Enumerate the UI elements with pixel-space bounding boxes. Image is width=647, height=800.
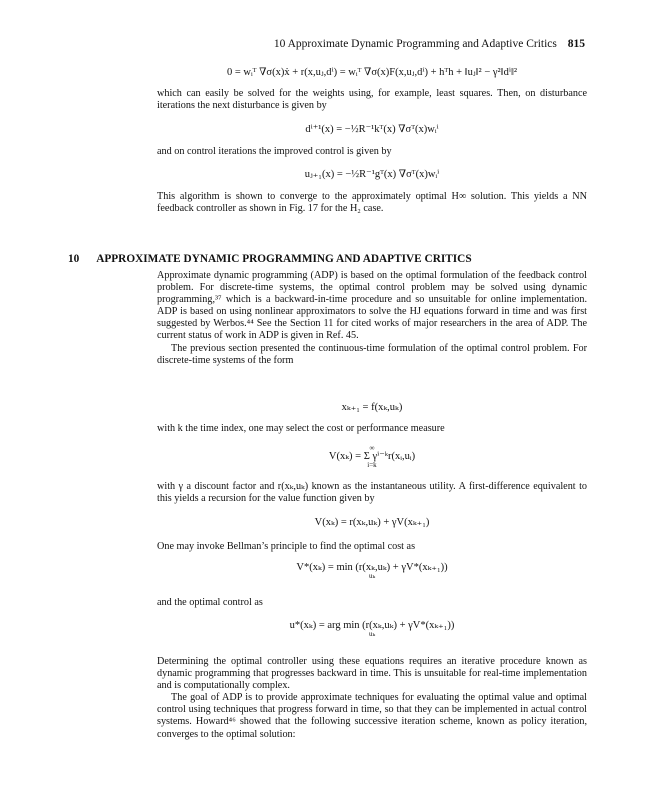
- paragraph-8-text: One may invoke Bellman’s principle to find the optimal cost as: [157, 541, 416, 552]
- paragraph-2-text: and on control iterations the improved control is given by: [157, 146, 392, 157]
- running-title: 10 Approximate Dynamic Programming and Adaptive Critics: [273, 38, 557, 50]
- paragraph-6: [157, 423, 587, 435]
- sum-lower-limit: i=k: [367, 461, 377, 469]
- paragraph-9-text: and the optimal control as: [157, 597, 263, 608]
- section-body-1: [157, 270, 587, 367]
- section-number: 10: [68, 253, 80, 265]
- paragraph-7-text: with γ a discount factor and r(xₖ,uₖ) known as the instantaneous utility. A first-difference equivalent to this yields a recursion for the value function given by: [157, 481, 587, 505]
- paragraph-1: [157, 88, 587, 112]
- equation-6: V(xₖ) = r(xₖ,uₖ) + γV(xₖ₊₁): [314, 517, 430, 528]
- equation-2: dⁱ⁺¹(x) = −½R⁻¹kᵀ(x) ∇σᵀ(x)wᵢⁱ: [305, 124, 439, 135]
- page-number: 815: [567, 38, 585, 50]
- section-body-2: [157, 656, 587, 741]
- paragraph-9: [157, 597, 587, 609]
- section-heading: [68, 253, 472, 265]
- paragraph-10-text: Determining the optimal controller using these equations requires an iterative procedure known as dynamic programming that progresses backward in time. This is unsuitable for real-time implementation and is computationally complex.: [157, 656, 587, 692]
- equation-3: uⱼ₊₁(x) = −½R⁻¹gᵀ(x) ∇σᵀ(x)wᵢⁱ: [304, 169, 440, 180]
- equation-1: 0 = wᵢᵀ ∇σ(x)ẋ + r(x,uⱼ,dⁱ) = wᵢᵀ ∇σ(x)F(x,uⱼ,dⁱ) + hᵀh + ‖uⱼ‖² − γ²‖dⁱ‖²: [226, 67, 518, 78]
- running-header: [274, 38, 585, 50]
- paragraph-6-text: with k the time index, one may select the cost or performance measure: [157, 423, 445, 434]
- equation-8-subscript: uₖ: [368, 630, 376, 638]
- equation-7-subscript: uₖ: [368, 572, 376, 580]
- paragraph-1-text: which can easily be solved for the weights using, for example, least squares. Then, on disturbance iterations the next disturbance is given by: [157, 88, 587, 112]
- paragraph-3: [157, 191, 587, 215]
- equation-5-body: [329, 445, 415, 469]
- equation-4: xₖ₊₁ = f(xₖ,uₖ): [341, 402, 403, 413]
- section-title: APPROXIMATE DYNAMIC PROGRAMMING AND ADAPTIVE CRITICS: [96, 253, 472, 265]
- paragraph-4-text: Approximate dynamic programming (ADP) is based on the optimal formulation of the feedback control problem. For discrete-time systems, the optimal control problem may be solved using dynamic programming,³⁷ which is a backward-in-time procedure and so unsuitable for online implementation. ADP is based on using nonlinear approximators to solve the HJ equations forward in time and was first suggested by Werbos.⁴⁴ See the Section 11 for cited works of major researchers in the area of ADP. The current status of work in ADP is given in Ref. 45.: [157, 270, 587, 342]
- paragraph-11-text: The goal of ADP is to provide approximate techniques for evaluating the optimal value and optimal control using techniques that progress forward in time, so that they can be implemented in actual control systems. Howard⁴⁶ showed that the following successive iteration scheme, known as policy iteration, converges to the optimal solution:: [157, 692, 587, 740]
- paragraph-8: [157, 541, 587, 553]
- equation-8: [157, 620, 587, 638]
- paragraph-7: [157, 481, 587, 505]
- paragraph-3-text: This algorithm is shown to converge to the approximately optimal H∞ solution. This yields a NN feedback controller as shown in Fig. 17 for the H₂ case.: [157, 191, 587, 215]
- equation-5-text: V(xₖ) = Σ γⁱ⁻ᵏr(xᵢ,uᵢ): [328, 451, 416, 462]
- equation-8-text: u*(xₖ) = arg min (r(xₖ,uₖ) + γV*(xₖ₊₁)): [289, 620, 455, 631]
- paragraph-2: [157, 146, 587, 158]
- equation-5: [157, 445, 587, 469]
- equation-7: [157, 562, 587, 580]
- equation-7-text: V*(xₖ) = min (r(xₖ,uₖ) + γV*(xₖ₊₁)): [296, 562, 448, 573]
- sum-upper-limit: ∞: [369, 444, 375, 452]
- paragraph-5-text: The previous section presented the continuous-time formulation of the optimal control problem. For discrete-time systems of the form: [157, 342, 587, 366]
